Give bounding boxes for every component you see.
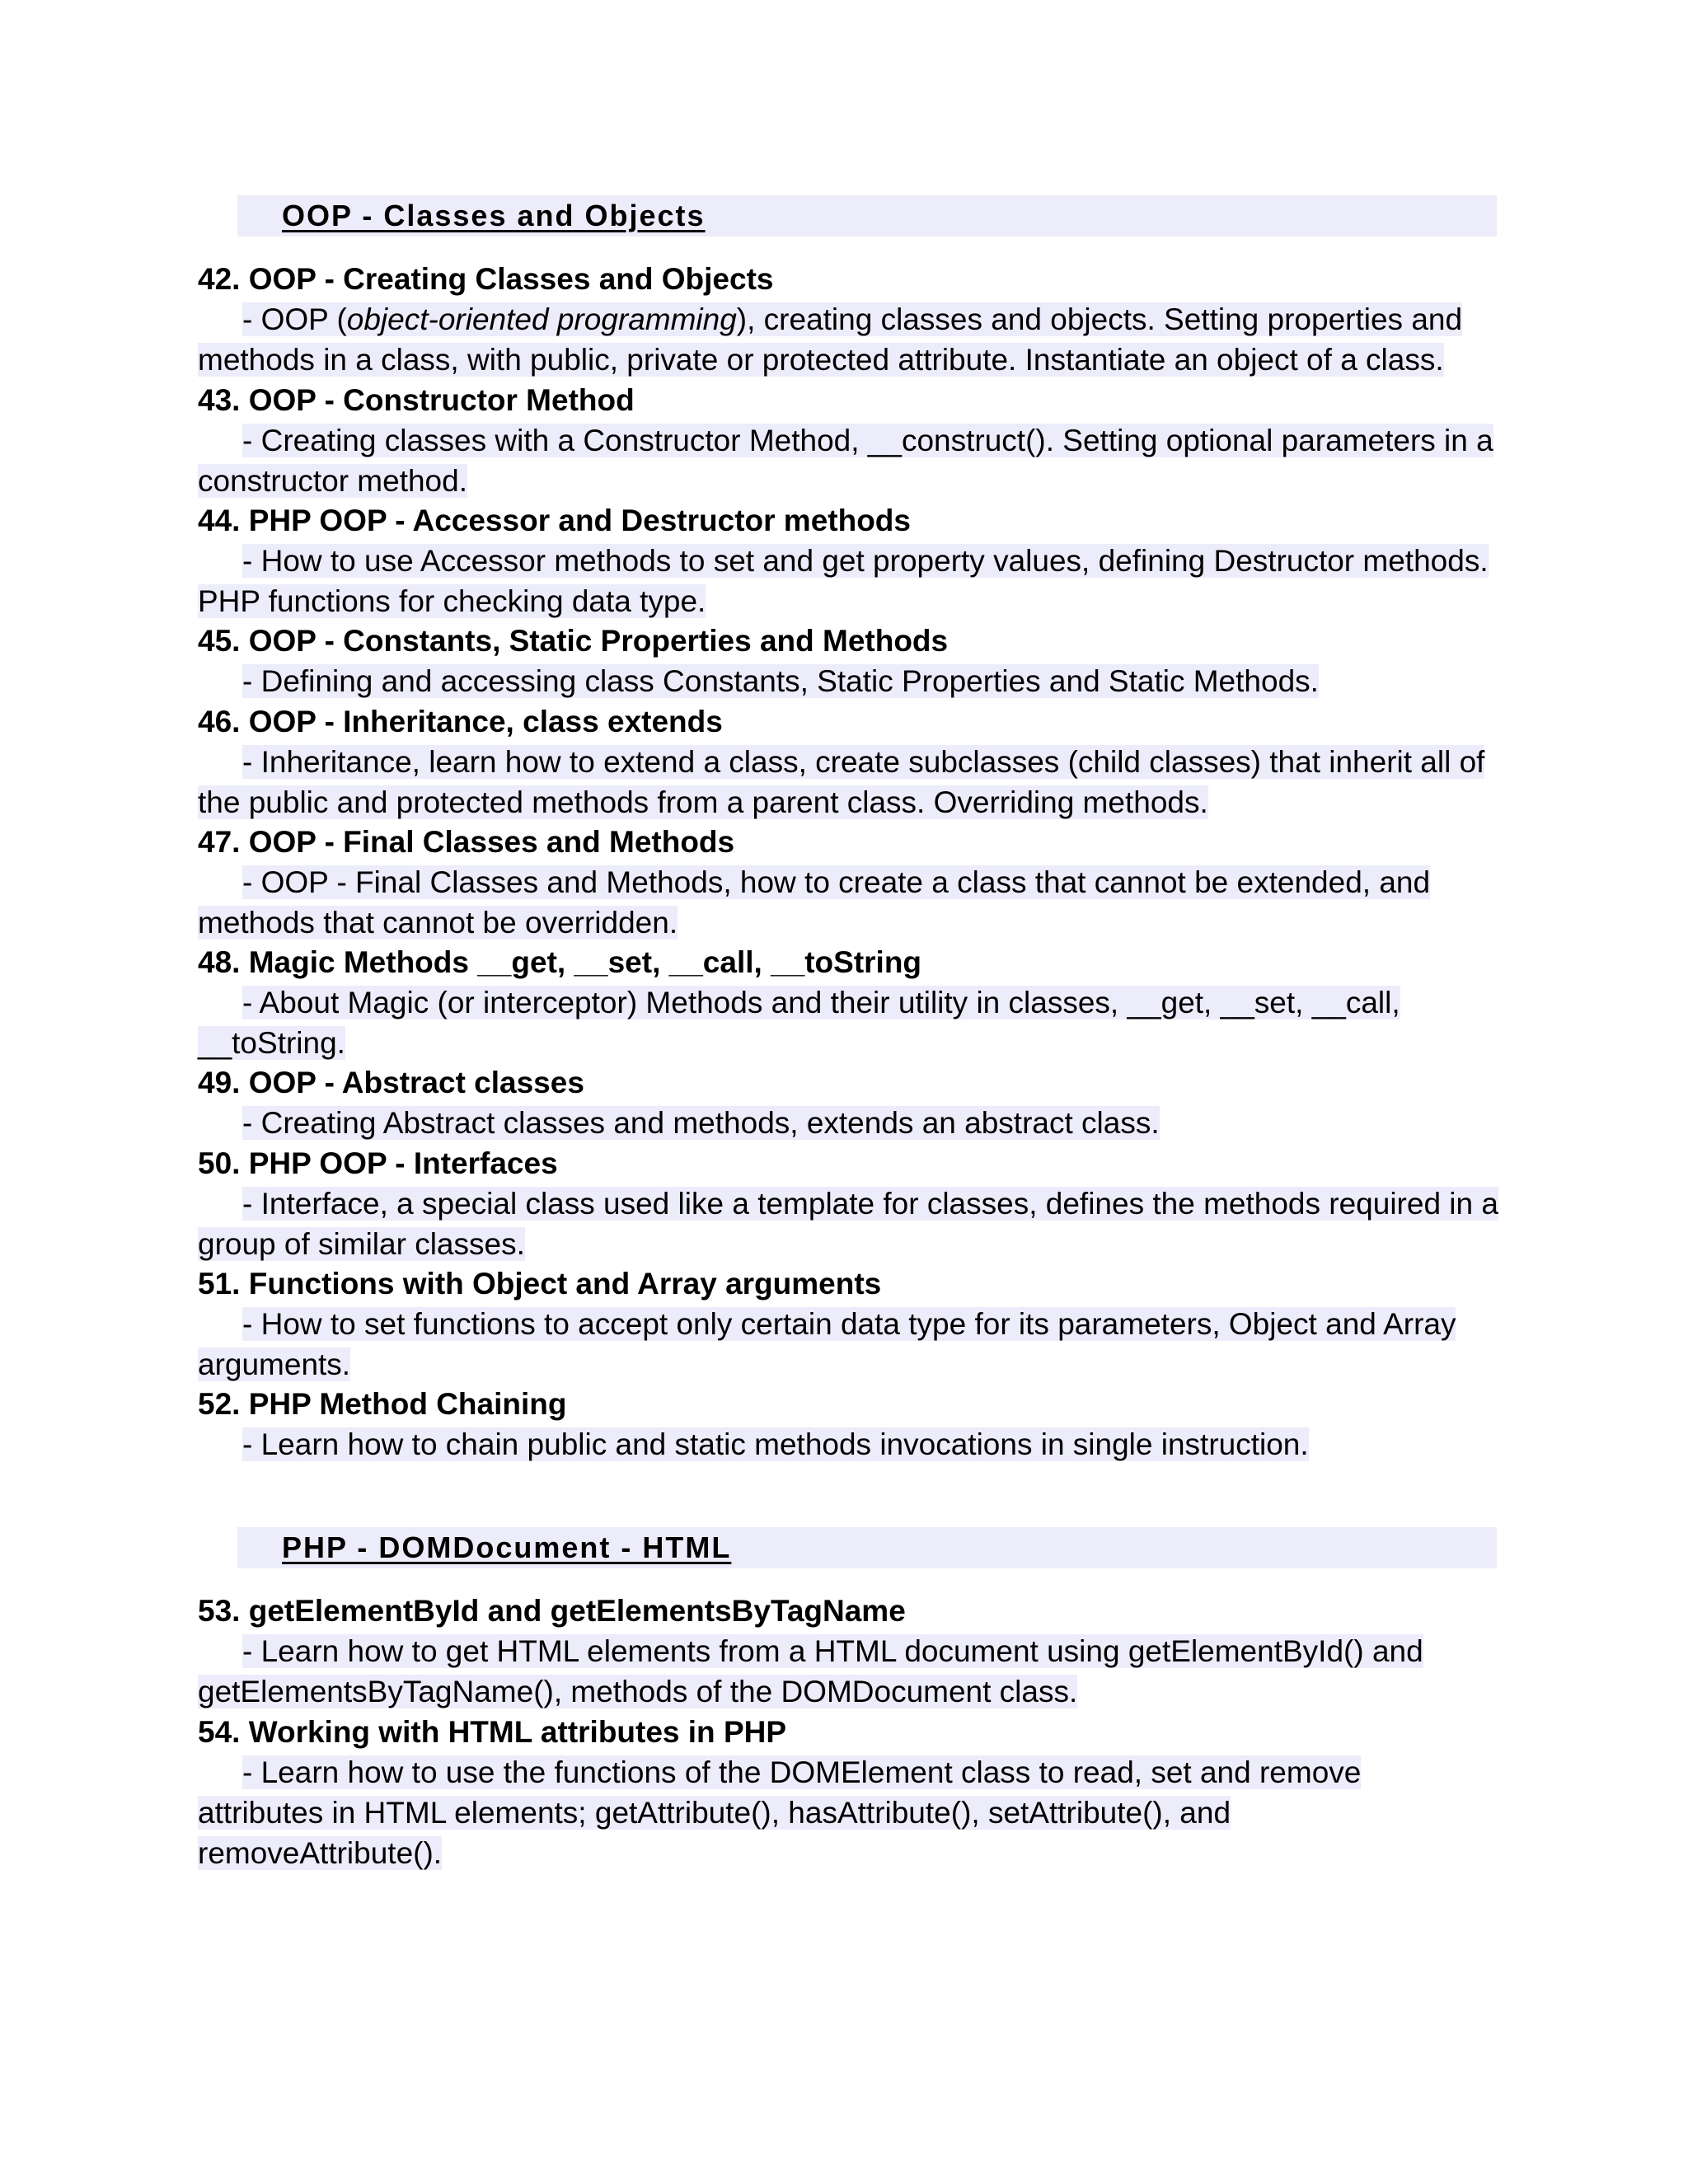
section-heading-domdocument: PHP - DOMDocument - HTML [237, 1527, 1497, 1568]
item-description: - Creating classes with a Constructor Method, __construct(). Setting optional parameters in a constructor method. [198, 424, 1493, 498]
list-item-50 [198, 1143, 1508, 1264]
item-title: 50. PHP OOP - Interfaces [198, 1146, 558, 1180]
item-description: - Interface, a special class used like a template for classes, defines the methods required in a group of similar classes. [198, 1187, 1498, 1261]
item-title: 48. Magic Methods __get, __set, __call, __toString [198, 945, 922, 979]
item-title: 43. OOP - Constructor Method [198, 383, 635, 417]
list-item-49 [198, 1062, 1508, 1143]
item-description: - Inheritance, learn how to extend a class, create subclasses (child classes) that inherit all of the public and protected methods from a parent class. Overriding methods. [198, 745, 1485, 819]
list-item-46 [198, 701, 1508, 823]
list-item-51 [198, 1263, 1508, 1385]
list-item-42 [198, 259, 1508, 380]
list-item-48 [198, 942, 1508, 1063]
item-title: 45. OOP - Constants, Static Properties and Methods [198, 624, 949, 658]
item-title: 47. OOP - Final Classes and Methods [198, 825, 735, 859]
item-title: 46. OOP - Inheritance, class extends [198, 705, 723, 738]
item-title: 44. PHP OOP - Accessor and Destructor methods [198, 504, 911, 537]
item-title: 52. PHP Method Chaining [198, 1387, 567, 1421]
item-title: 49. OOP - Abstract classes [198, 1066, 584, 1099]
section-heading-oop: OOP - Classes and Objects [237, 195, 1497, 237]
item-description: - How to use Accessor methods to set and get property values, defining Destructor methods. PHP functions for checking data type. [198, 544, 1489, 618]
item-title: 42. OOP - Creating Classes and Objects [198, 262, 774, 296]
item-description: - OOP (object-oriented programming), creating classes and objects. Setting properties and methods in a class, with public, private or protected attribute. Instantiate an object of a class. [198, 302, 1463, 377]
item-description: - Creating Abstract classes and methods, extends an abstract class. [242, 1106, 1160, 1140]
item-description: - Learn how to chain public and static methods invocations in single instruction. [242, 1427, 1309, 1461]
list-item-53 [198, 1591, 1508, 1712]
item-emphasis: object-oriented programming [346, 302, 737, 336]
item-title: 51. Functions with Object and Array arguments [198, 1267, 882, 1301]
list-item-52 [198, 1384, 1508, 1465]
item-title: 53. getElementById and getElementsByTagName [198, 1594, 906, 1628]
list-item-43 [198, 380, 1508, 501]
item-description: - Learn how to get HTML elements from a HTML document using getElementById() and getElementsByTagName(), methods of the DOMDocument class. [198, 1634, 1423, 1708]
item-description: - Defining and accessing class Constants, Static Properties and Static Methods. [242, 664, 1319, 698]
item-description: - Learn how to use the functions of the DOMElement class to read, set and remove attributes in HTML elements; getAttribute(), hasAttribute(), setAttribute(), and removeAttribute(). [198, 1755, 1362, 1870]
item-title: 54. Working with HTML attributes in PHP [198, 1715, 787, 1749]
list-item-44 [198, 500, 1508, 621]
list-item-47 [198, 822, 1508, 943]
item-description: - About Magic (or interceptor) Methods and their utility in classes, __get, __set, __call, __toString. [198, 986, 1400, 1060]
list-item-45 [198, 621, 1508, 701]
item-description: - OOP - Final Classes and Methods, how to create a class that cannot be extended, and methods that cannot be overridden. [198, 865, 1431, 940]
list-item-54 [198, 1712, 1508, 1873]
item-description: - How to set functions to accept only certain data type for its parameters, Object and Array arguments. [198, 1307, 1456, 1381]
